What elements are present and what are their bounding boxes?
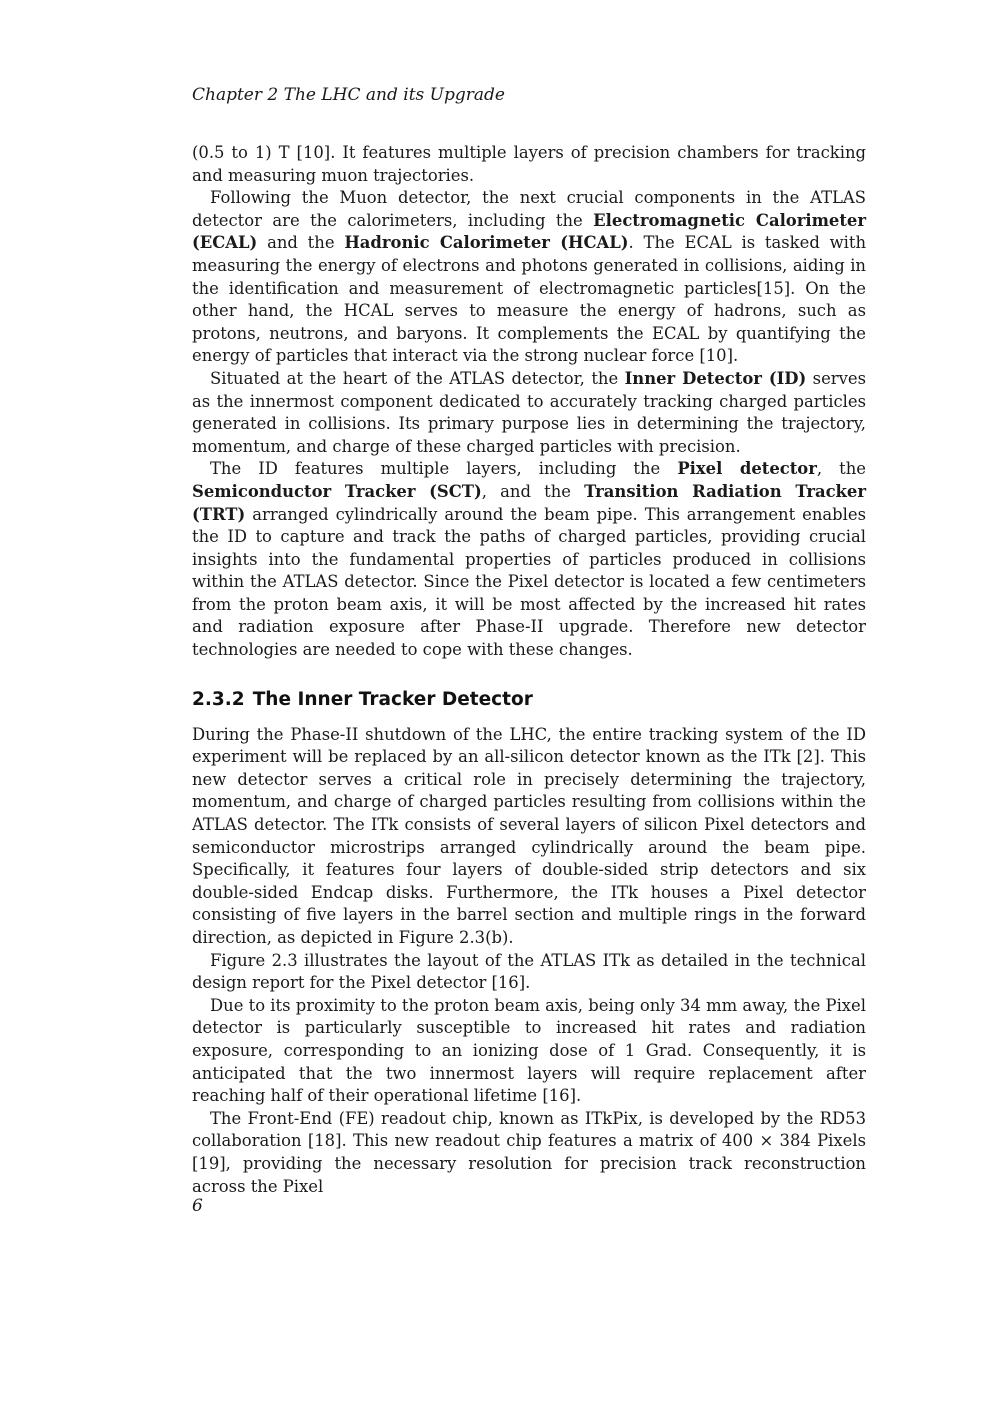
paragraph xyxy=(192,458,866,661)
paragraphs-after-section xyxy=(192,724,866,1198)
main-text xyxy=(192,142,866,1198)
text-run: During the Phase-II shutdown of the LHC, the entire tracking system of the ID experiment will be replaced by an all-silicon detector known as the ITk [2]. This new detector serves a critical role in precisely determining the trajectory, momentum, and charge of charged particles resulting from collisions within the ATLAS detector. The ITk consists of several layers of silicon Pixel detectors and semiconductor microstrips arranged cylindrically around the beam pipe. Specifically, it features four layers of double-sided strip detectors and six double-sided Endcap disks. Furthermore, the ITk houses a Pixel detector consisting of five layers in the barrel section and multiple rings in the forward direction, as depicted in Figure 2.3(b). xyxy=(192,724,866,947)
text-run: (0.5 to 1) T [10]. It features multiple layers of precision chambers for tracking and measuring muon trajectories. xyxy=(192,143,866,185)
bold-term: Electromagnetic Calorimeter (ECAL) xyxy=(192,210,866,253)
bold-term: Semiconductor Tracker (SCT) xyxy=(192,481,482,501)
text-run: arranged cylindrically around the beam pipe. This arrangement enables the ID to capture and track the paths of charged particles, providing crucial insights into the fundamental properties of particles produced in collisions within the ATLAS detector. Since the Pixel detector is located a few centimeters from the proton beam axis, it will be most affected by the increased hit rates and radiation exposure after Phase-II upgrade. Therefore new detector technologies are needed to cope with these changes. xyxy=(192,504,866,660)
section-number: 2.3.2 xyxy=(192,688,245,710)
paragraph xyxy=(192,995,866,1108)
text-run: serves as the innermost component dedicated to accurately tracking charged particles generated in collisions. Its primary purpose lies in determining the trajectory, momentum, and charge of these charged particles with precision. xyxy=(192,368,866,456)
paragraphs-before-section xyxy=(192,142,866,662)
text-run: The Front-End (FE) readout chip, known as ITkPix, is developed by the RD53 collaboration [18]. This new readout chip features a matrix of 400 × 384 Pixels [19], providing the necessary resolution for precision track reconstruction across the Pixel xyxy=(192,1108,866,1196)
text-run: . The ECAL is tasked with measuring the energy of electrons and photons generated in collisions, aiding in the identification and measurement of electromagnetic particles[15]. On the other hand, the HCAL serves to measure the energy of hadrons, such as protons, neutrons, and baryons. It complements the ECAL by quantifying the energy of particles that interact via the strong nuclear force [10]. xyxy=(192,233,867,366)
paragraph xyxy=(192,187,866,368)
text-run: , and the xyxy=(481,481,585,501)
page-number: 6 xyxy=(192,1196,203,1216)
text-run: Following the Muon detector, the next crucial components in the ATLAS detector are the calorimeters, including the xyxy=(192,188,866,230)
running-header: Chapter 2 The LHC and its Upgrade xyxy=(192,85,505,105)
text-run: Situated at the heart of the ATLAS detector, the xyxy=(210,368,625,388)
bold-term: Inner Detector (ID) xyxy=(624,368,807,388)
section-heading xyxy=(192,688,866,712)
bold-term: Hadronic Calorimeter (HCAL) xyxy=(344,233,629,253)
text-run: Figure 2.3 illustrates the layout of the ATLAS ITk as detailed in the technical design report for the Pixel detector [16]. xyxy=(192,950,866,993)
text-run: Due to its proximity to the proton beam axis, being only 34 mm away, the Pixel detector is particularly susceptible to increased hit rates and radiation exposure, corresponding to an ionizing dose of 1 Grad. Consequently, it is anticipated that the two innermost layers will require replacement after reaching half of their operational lifetime [16]. xyxy=(192,995,866,1106)
paragraph xyxy=(192,142,866,187)
paragraph xyxy=(192,368,866,458)
text-run: , the xyxy=(816,459,866,479)
text-run: The ID features multiple layers, including the xyxy=(210,459,678,479)
paragraph xyxy=(192,950,866,995)
bold-term: Transition Radiation Tracker (TRT) xyxy=(192,481,866,524)
bold-term: Pixel detector xyxy=(677,459,817,479)
paragraph xyxy=(192,1108,866,1198)
text-run: and the xyxy=(257,233,345,253)
paragraph xyxy=(192,724,866,950)
section-title: The Inner Tracker Detector xyxy=(252,688,533,710)
